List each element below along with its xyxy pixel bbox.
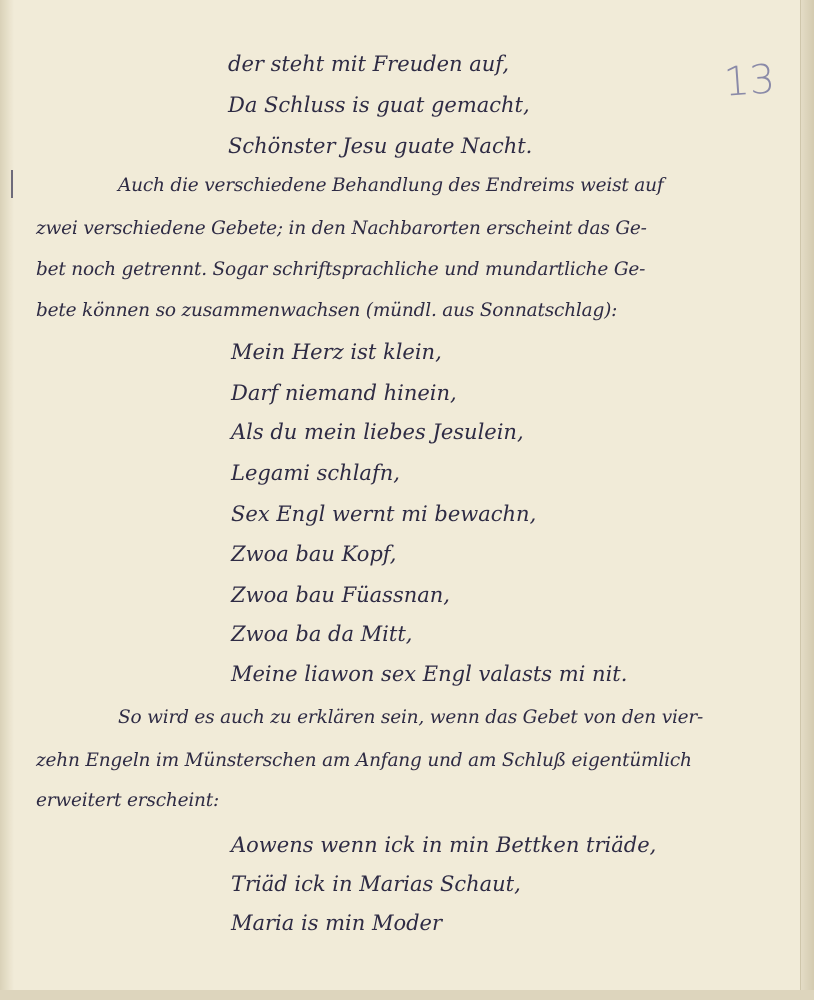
bottom-edge <box>0 990 814 1000</box>
verse-line: Zwoa bau Füassnan, <box>231 583 450 607</box>
verse-line: Da Schluss is guat gemacht, <box>228 93 530 117</box>
verse-line: der steht mit Freuden auf, <box>228 52 509 76</box>
verse-line: Triäd ick in Marias Schaut, <box>231 872 521 896</box>
prose-line: bete können so zusammenwachsen (mündl. aus Sonnatschlag): <box>36 300 618 321</box>
verse-line: Meine liawon sex Engl valasts mi nit. <box>231 662 628 686</box>
verse-line: Sex Engl wernt mi bewachn, <box>231 502 537 526</box>
page-edge <box>800 0 814 1000</box>
page-number: 13 <box>722 56 777 106</box>
verse-line: Legami schlafn, <box>231 461 400 485</box>
prose-line: Auch die verschiedene Behandlung des Endreims weist auf <box>118 175 664 196</box>
prose-line: erweitert erscheint: <box>36 790 220 811</box>
verse-line: Darf niemand hinein, <box>231 381 457 405</box>
verse-line: Zwoa bau Kopf, <box>231 542 397 566</box>
verse-line: Schönster Jesu guate Nacht. <box>228 134 533 158</box>
verse-line: Aowens wenn ick in min Bettken triäde, <box>231 833 657 857</box>
verse-line: Mein Herz ist klein, <box>231 340 442 364</box>
prose-line: So wird es auch zu erklären sein, wenn das Gebet von den vier- <box>118 707 704 728</box>
margin-mark <box>11 170 13 198</box>
prose-line: bet noch getrennt. Sogar schriftsprachliche und mundartliche Ge- <box>36 259 646 280</box>
prose-line: zwei verschiedene Gebete; in den Nachbarorten erscheint das Ge- <box>36 218 647 239</box>
verse-line: Als du mein liebes Jesulein, <box>231 420 524 444</box>
verse-line: Maria is min Moder <box>231 911 443 935</box>
verse-line: Zwoa ba da Mitt, <box>231 622 413 646</box>
prose-line: zehn Engeln im Münsterschen am Anfang und am Schluß eigentümlich <box>36 750 692 771</box>
binding-edge <box>0 0 14 1000</box>
